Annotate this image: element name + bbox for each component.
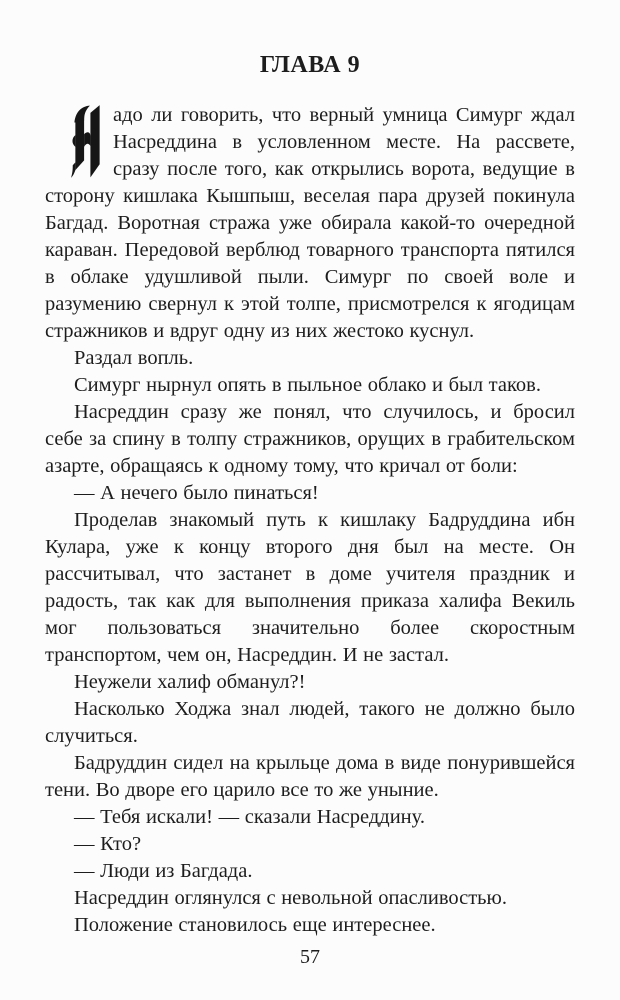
page-text [45,102,575,939]
paragraph: — Люди из Багдада. [74,860,253,882]
paragraph: — А нечего было пинаться! [74,482,319,504]
paragraph: Бадруддин сидел на крыльце дома в виде понурившейся тени. Во дворе его царило все то же уныние. [45,752,575,801]
paragraph: Насколько Ходжа знал людей, такого не должно было случиться. [45,698,575,747]
paragraph: Насреддин оглянулся с невольной опасливостью. [74,887,507,909]
paragraph: — Кто? [74,833,142,855]
paragraph: — Тебя искали! — сказали Насреддину. [74,806,425,828]
paragraph: Неужели халиф обманул?! [74,671,306,693]
paragraph-first: адо ли говорить, что верный умница Симург ждал Насреддина в условленном месте. На рассвете, сразу после того, как открылись ворота, ведущие в сторону кишлака Кышпыш, веселая пара друзей покинула Багдад. Воротная стража уже обирала какой-то очередной караван. Передовой верблюд товарного транспорта пятился в облаке удушливой пыли. Симург по своей воле и разумению свернул к этой толпе, присмотрелся к ягодицам стражников и вдруг одну из них жестоко куснул. [45,104,575,342]
paragraph: Положение становилось еще интереснее. [74,914,436,936]
paragraph: Проделав знакомый путь к кишлаку Бадруддина ибн Кулара, уже к концу второго дня был на месте. Он рассчитывал, что застанет в доме учителя праздник и радость, так как для выполнения приказа халифа Векиль мог пользоваться значительно более скоростным транспортом, чем он, Насреддин. И не застал. [45,509,575,666]
chapter-heading: ГЛАВА 9 [259,52,361,78]
page-number: 57 [300,946,320,968]
paragraph: Раздал вопль. [74,347,194,369]
paragraph: Насреддин сразу же понял, что случилось, и бросил себе за спину в толпу стражников, орущих в грабительском азарте, обращаясь к одному тому, что кричал от боли: [45,401,575,477]
drop-cap-letter-glyph [71,104,104,178]
paragraph: Симург нырнул опять в пыльное облако и был таков. [74,374,541,396]
drop-cap-initial [71,104,104,178]
